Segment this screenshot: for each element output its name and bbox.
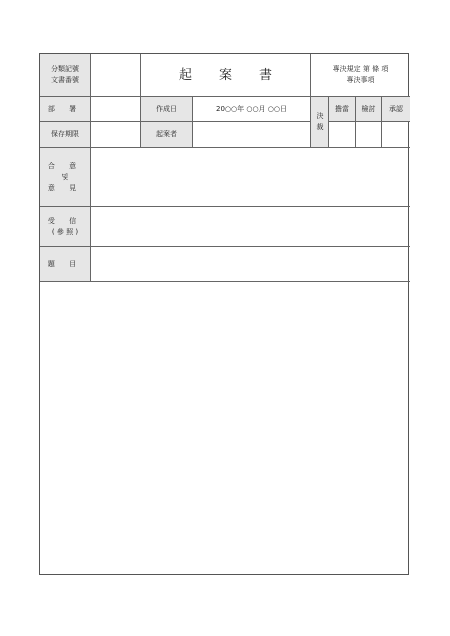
drafter-label: 起案者 (141, 122, 193, 148)
date-label: 作成日 (141, 97, 193, 122)
authority-line2: 專決事項 (346, 76, 375, 84)
subject-label: 題 目 (40, 247, 91, 282)
approval-sign-approve[interactable] (382, 122, 410, 148)
retention-field[interactable] (91, 122, 141, 148)
draft-form (39, 53, 409, 575)
subject-field[interactable] (91, 247, 410, 282)
approval-col-review: 檢討 (356, 97, 382, 122)
classification-label-line1: 分類記號 (51, 65, 79, 73)
drafter-field[interactable] (193, 122, 311, 148)
date-value[interactable]: 20○○年 ○○月 ○○日 (193, 97, 311, 122)
authority-label (311, 54, 410, 97)
department-label: 部 署 (40, 97, 91, 122)
classification-label (40, 54, 91, 97)
receiver-label: 受 信 ( 參 照 ) (40, 207, 91, 247)
approval-label-text: 決裁 (316, 112, 324, 134)
receiver-field[interactable] (91, 207, 410, 247)
body-content-area[interactable] (40, 282, 410, 574)
retention-label: 保存期限 (40, 122, 91, 148)
agreement-field[interactable] (91, 148, 410, 207)
agreement-label: 合 意 및 意 見 (40, 148, 91, 207)
approval-label (311, 97, 329, 148)
approval-col-approve: 承認 (382, 97, 410, 122)
approval-col-charge: 擔當 (329, 97, 356, 122)
form-title: 起案書 (141, 54, 311, 97)
approval-sign-review[interactable] (356, 122, 382, 148)
document-number-label: 文書番號 (51, 76, 79, 84)
approval-sign-charge[interactable] (329, 122, 356, 148)
authority-line1: 專決規定 第 條 項 (332, 65, 389, 73)
department-field[interactable] (91, 97, 141, 122)
classification-field[interactable] (91, 54, 141, 97)
